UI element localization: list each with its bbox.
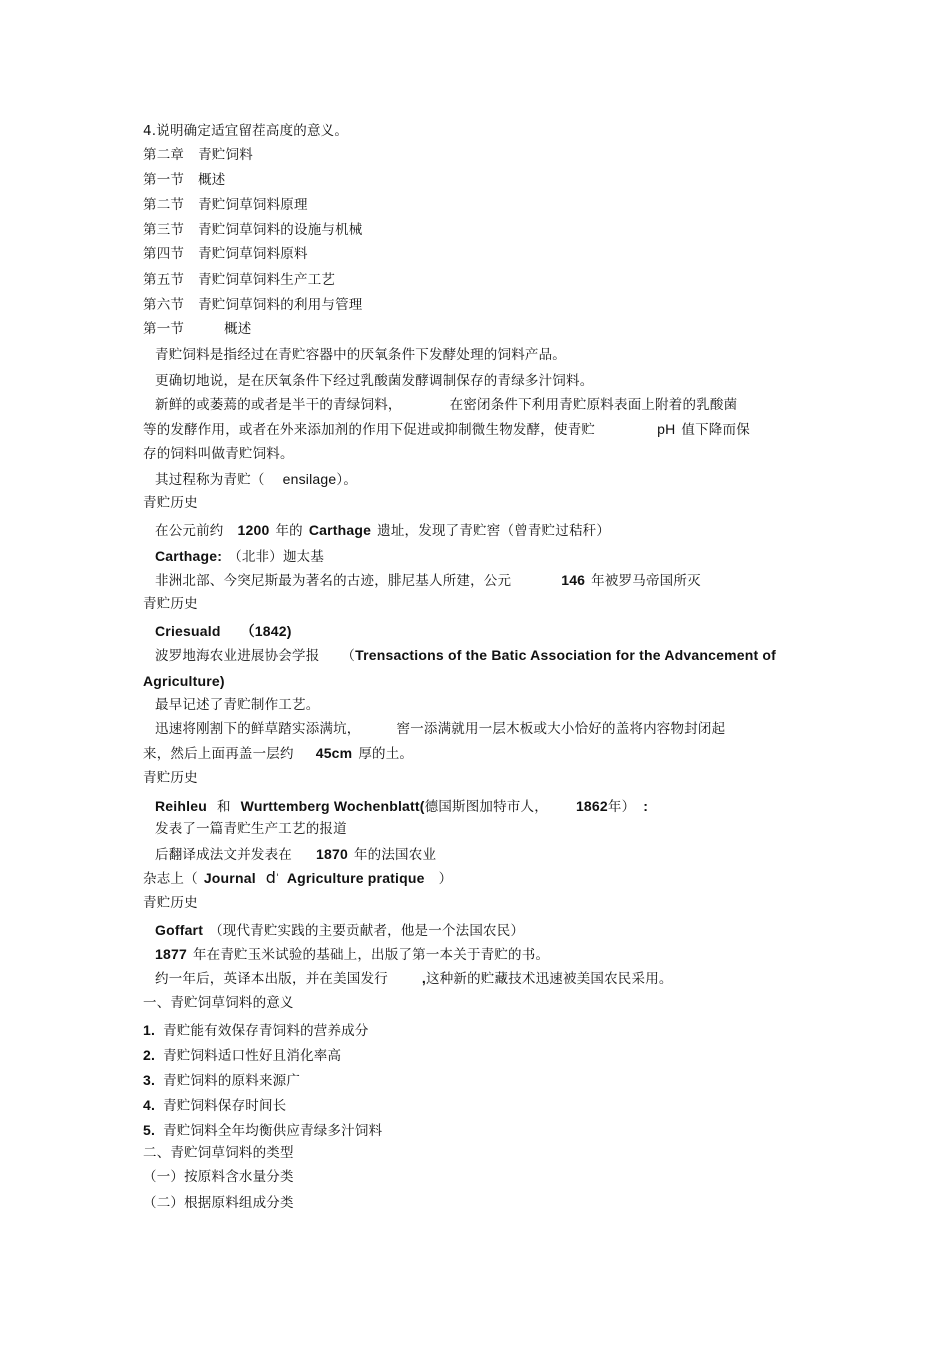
history-heading: 青贮历史 (143, 770, 198, 786)
toc-item: 第二节 青贮饲草饲料原理 (143, 197, 308, 213)
toc-item: 第一节 概述 (143, 172, 226, 188)
list-item: 1. 青贮能有效保存青饲料的营养成分 (143, 1022, 369, 1039)
history-heading: 青贮历史 (143, 495, 198, 511)
section-heading: 二、青贮饲草饲料的类型 (143, 1145, 294, 1161)
text-line: 来，然后上面再盖一层约 45cm 厚的土。 (143, 745, 414, 762)
history-heading: 青贮历史 (143, 596, 198, 612)
text-line: Reihleu 和 Wurttemberg Wochenblatt(德国斯图加特市人， 1862年） : (155, 798, 649, 815)
text-line: 等的发酵作用，或者在外来添加剂的作用下促进或抑制微生物发酵，使青贮 pH 值下降而保 (143, 421, 750, 438)
toc-item: 第五节 青贮饲草饲料生产工艺 (143, 272, 336, 288)
toc-item: 第六节 青贮饲草饲料的利用与管理 (143, 297, 363, 313)
toc-item: 第三节 青贮饲草饲料的设施与机械 (143, 222, 363, 238)
list-item: 3. 青贮饲料的原料来源广 (143, 1072, 301, 1089)
text-line: 存的饲料叫做青贮饲料。 (143, 446, 294, 462)
text-line: 后翻译成法文并发表在 1870 年的法国农业 (155, 846, 437, 863)
list-item: 2. 青贮饲料适口性好且消化率高 (143, 1047, 342, 1064)
text-line: Agriculture) (143, 673, 225, 689)
text-line: 发表了一篇青贮生产工艺的报道 (155, 821, 347, 837)
history-heading: 青贮历史 (143, 895, 198, 911)
section-heading: 第一节 概述 (143, 321, 252, 337)
text-line: 更确切地说，是在厌氧条件下经过乳酸菌发酵调制保存的青绿多汁饲料。 (155, 373, 594, 389)
text-line: 非洲北部、今突尼斯最为著名的古迹，腓尼基人所建，公元 146 年被罗马帝国所灭 (155, 572, 701, 589)
text-line: 迅速将刚割下的鲜草踏实添满坑， 窖一添满就用一层木板或大小恰好的盖将内容物封闭起 (155, 721, 726, 737)
section-heading: 一、青贮饲草饲料的意义 (143, 995, 294, 1011)
text-line: Criesuald （1842) (155, 623, 292, 639)
text-line: Carthage: （北非）迦太基 (155, 548, 325, 565)
subsection-heading: （一）按原料含水量分类 (143, 1169, 294, 1185)
toc-item: 第四节 青贮饲草饲料原料 (143, 246, 308, 262)
chapter-heading: 第二章 青贮饲料 (143, 147, 253, 163)
text-line: Goffart （现代青贮实践的主要贡献者，他是一个法国农民） (155, 922, 525, 939)
text-line: 青贮饲料是指经过在青贮容器中的厌氧条件下发酵处理的饲料产品。 (155, 347, 566, 363)
text-line: 其过程称为青贮（ ensilage）。 (155, 471, 358, 488)
text-line: 最早记述了青贮制作工艺。 (155, 697, 320, 713)
text-line: 4.说明确定适宜留茬高度的意义。 (143, 123, 349, 139)
text-line: 1877 年在青贮玉米试验的基础上，出版了第一本关于青贮的书。 (155, 946, 550, 963)
list-item: 4. 青贮饲料保存时间长 (143, 1097, 287, 1114)
text-line: 波罗地海农业进展协会学报 （Trensactions of the Batic Association for the Advancement of (155, 647, 777, 664)
subsection-heading: （二）根据原料组成分类 (143, 1195, 294, 1211)
text-line: 在公元前约 1200 年的 Carthage 遗址，发现了青贮窖（曾青贮过秸秆） (155, 522, 611, 539)
text-line: 约一年后，英译本出版，并在美国发行 ,这种新的贮藏技术迅速被美国农民采用。 (155, 970, 673, 987)
text-line: 新鲜的或萎蔫的或者是半干的青绿饲料， 在密闭条件下利用青贮原料表面上附着的乳酸菌 (155, 397, 738, 413)
text-line: 杂志上（ Journal d' Agriculture pratique ） (143, 868, 453, 887)
list-item: 5. 青贮饲料全年均衡供应青绿多汁饲料 (143, 1122, 383, 1139)
